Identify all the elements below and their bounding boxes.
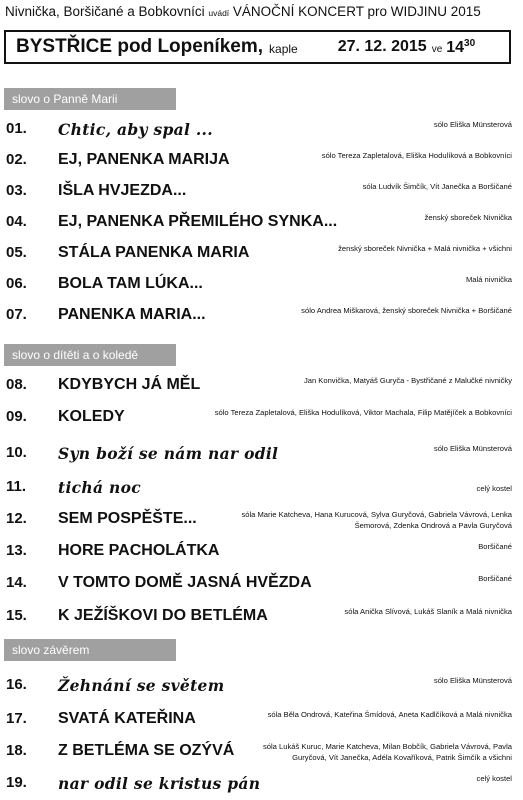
song-title: KDYBYCH JÁ MĚL bbox=[58, 376, 201, 393]
program-row bbox=[4, 116, 512, 146]
program-row bbox=[4, 372, 512, 402]
song-performers: sóla Anička Slívová, Lukáš Slaník a Malá nivnička bbox=[344, 607, 512, 616]
song-title: EJ, PANENKA MARIJA bbox=[58, 151, 230, 168]
song-title: Chtic, aby spal ... bbox=[58, 120, 213, 139]
song-number: 05. bbox=[6, 244, 27, 261]
song-performers: Boršičané bbox=[478, 542, 512, 551]
song-performers: sóla Ludvík Šimčík, Vít Janečka a Boršičané bbox=[362, 182, 512, 191]
concert-time bbox=[446, 38, 475, 57]
song-title: K JEŽÍŠKOVI DO BETLÉMA bbox=[58, 607, 268, 624]
song-title: Z BETLÉMA SE OZÝVÁ bbox=[58, 742, 235, 759]
song-title: SVATÁ KATEŘINA bbox=[58, 710, 196, 727]
song-title: STÁLA PANENKA MARIA bbox=[58, 244, 250, 261]
song-performers: celý kostel bbox=[476, 484, 512, 493]
section-heading: slovo závěrem bbox=[4, 639, 176, 661]
song-number: 16. bbox=[6, 676, 27, 693]
song-number: 18. bbox=[6, 742, 27, 759]
program-row bbox=[4, 404, 512, 434]
program-row bbox=[4, 271, 512, 301]
song-number: 03. bbox=[6, 182, 27, 199]
song-number: 13. bbox=[6, 542, 27, 559]
song-performers: sólo Eliška Münsterová bbox=[433, 676, 512, 685]
venue-town: BYSTŘICE pod Lopeníkem, bbox=[16, 36, 264, 57]
song-number: 10. bbox=[6, 444, 27, 461]
program-row bbox=[4, 302, 512, 332]
concert-header bbox=[5, 4, 518, 19]
song-number: 02. bbox=[6, 151, 27, 168]
section-heading: slovo o dítěti a o koledě bbox=[4, 344, 176, 366]
song-title: PANENKA MARIA... bbox=[58, 306, 206, 323]
song-title: BOLA TAM LÚKA... bbox=[58, 275, 203, 292]
song-performers: ženský sboreček Nivnička bbox=[424, 213, 512, 222]
song-title: nar odil se kristus pán bbox=[58, 774, 261, 793]
concert-date: 27. 12. 2015 bbox=[337, 38, 427, 55]
program-row bbox=[4, 538, 512, 568]
song-number: 19. bbox=[6, 774, 27, 791]
song-title: Syn boží se nám nar odil bbox=[58, 444, 279, 463]
song-performers: sóla Marie Katcheva, Hana Kurucová, Sylva Guryčová, Gabriela Vávrová, Lenka Šemorová, Zdenka Ondrová a Pavla Guryčová bbox=[241, 510, 512, 530]
song-number: 01. bbox=[6, 120, 27, 137]
section-heading: slovo o Panně Marii bbox=[4, 88, 176, 110]
song-title: tichá noc bbox=[58, 478, 141, 497]
program-row bbox=[4, 738, 512, 772]
program-row bbox=[4, 440, 512, 470]
song-title: HORE PACHOLÁTKA bbox=[58, 542, 220, 559]
song-number: 06. bbox=[6, 275, 27, 292]
program-row bbox=[4, 672, 512, 702]
program-row bbox=[4, 240, 512, 270]
song-number: 08. bbox=[6, 376, 27, 393]
song-title: EJ, PANENKA PŘEMILÉHO SYNKA... bbox=[58, 213, 338, 230]
song-number: 12. bbox=[6, 510, 27, 527]
time-minutes: 30 bbox=[464, 37, 476, 49]
program-row bbox=[4, 147, 512, 177]
song-title: KOLEDY bbox=[58, 408, 125, 425]
header-concert-name: VÁNOČNÍ KONCERT pro WIDJINU 2015 bbox=[232, 4, 481, 19]
song-performers: sólo Eliška Münsterová bbox=[433, 444, 512, 453]
song-performers: sóla Běla Ondrová, Kateřina Šmídová, Aneta Kadlčíková a Malá nivnička bbox=[267, 710, 512, 719]
header-presents: uvádí bbox=[208, 8, 230, 18]
venue-place: kaple bbox=[269, 42, 298, 56]
song-performers: sóla Lukáš Kuruc, Marie Katcheva, Milan Bobčík, Gabriela Vávrová, Pavla Guryčová, Vít Janečka, Adéla Kovaříková, Patrik Šimčík a všichni bbox=[262, 742, 512, 762]
song-number: 15. bbox=[6, 607, 27, 624]
venue-box bbox=[4, 30, 511, 64]
time-preposition: ve bbox=[431, 43, 443, 55]
song-performers: Malá nivnička bbox=[465, 275, 512, 284]
song-number: 11. bbox=[6, 478, 27, 495]
song-number: 09. bbox=[6, 408, 27, 425]
header-performers: Nivnička, Boršičané a Bobkovníci bbox=[5, 4, 205, 19]
program-row bbox=[4, 209, 512, 239]
program-row bbox=[4, 603, 512, 633]
program-row bbox=[4, 706, 512, 736]
song-performers: sólo Andrea Miškarová, ženský sboreček Nivnička + Boršičané bbox=[301, 306, 512, 315]
program-row bbox=[4, 474, 512, 504]
song-performers: sólo Tereza Zapletalová, Eliška Hodulíková a Bobkovníci bbox=[321, 151, 512, 160]
song-number: 14. bbox=[6, 574, 27, 591]
song-number: 07. bbox=[6, 306, 27, 323]
song-performers: celý kostel bbox=[476, 774, 512, 783]
time-hour: 14 bbox=[446, 38, 465, 56]
song-title: SEM POSPĚŠTE... bbox=[58, 510, 197, 527]
song-title: Žehnání se světem bbox=[58, 676, 225, 695]
song-performers: ženský sboreček Nivnička + Malá nivnička + všichni bbox=[338, 244, 512, 253]
program-row bbox=[4, 770, 512, 800]
program-row bbox=[4, 570, 512, 600]
song-title: V TOMTO DOMĚ JASNÁ HVĚZDA bbox=[58, 574, 312, 591]
song-performers: sólo Tereza Zapletalová, Eliška Hodulíková, Viktor Machala, Filip Matějíček a Bobkovníci bbox=[214, 408, 512, 417]
song-performers: Jan Konvička, Matyáš Guryča - Bystřičané z Malučké nivničky bbox=[303, 376, 512, 385]
song-performers: Boršičané bbox=[478, 574, 512, 583]
song-performers: sólo Eliška Münsterová bbox=[433, 120, 512, 129]
program-row bbox=[4, 178, 512, 208]
song-number: 04. bbox=[6, 213, 27, 230]
program-row bbox=[4, 506, 512, 540]
song-number: 17. bbox=[6, 710, 27, 727]
song-title: IŠLA HVJEZDA... bbox=[58, 182, 187, 199]
